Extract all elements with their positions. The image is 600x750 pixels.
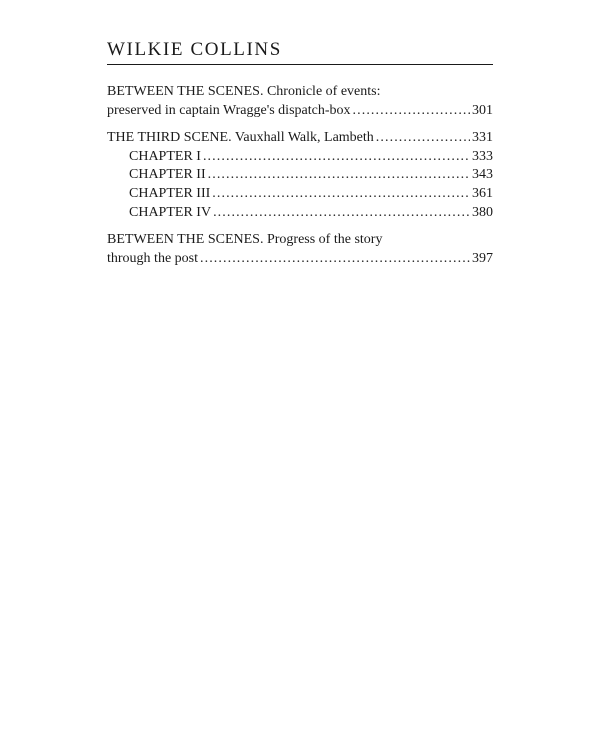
- running-head: [107, 38, 493, 65]
- toc-page-number: 397: [472, 250, 493, 266]
- toc-entry-title-line: [107, 250, 493, 269]
- toc-page-number: 301: [472, 102, 493, 118]
- toc-page-number: 333: [472, 148, 493, 164]
- toc-chapter-label: CHAPTER I: [129, 148, 201, 164]
- table-of-contents: [107, 83, 493, 277]
- dot-leader: [208, 166, 470, 185]
- running-head-author: WILKIE COLLINS: [107, 39, 282, 60]
- dot-leader: [213, 204, 470, 223]
- toc-chapter-line: [107, 185, 493, 204]
- toc-entry-title-line: [107, 83, 493, 102]
- toc-entry-third-scene: [107, 129, 493, 222]
- toc-entry-title: THE THIRD SCENE. Vauxhall Walk, Lambeth: [107, 130, 374, 146]
- toc-entry-between-scenes-progress: [107, 231, 493, 268]
- toc-entry-title-continued: through the post: [107, 250, 198, 266]
- toc-entry-title-line: [107, 102, 493, 121]
- toc-page-number: 361: [472, 185, 493, 201]
- toc-entry-title: BETWEEN THE SCENES. Progress of the story: [107, 232, 383, 248]
- toc-chapter-label: CHAPTER III: [129, 185, 211, 201]
- toc-chapter-line: [107, 148, 493, 167]
- toc-chapter-label: CHAPTER IV: [129, 204, 212, 220]
- toc-entry-title-line: [107, 129, 493, 148]
- dot-leader: [203, 148, 470, 167]
- toc-entry-between-scenes-chronicle: [107, 83, 493, 120]
- dot-leader: [353, 102, 470, 121]
- dot-leader: [212, 185, 470, 204]
- dot-leader: [200, 250, 470, 269]
- toc-chapter-label: CHAPTER II: [129, 167, 206, 183]
- toc-chapter-line: [107, 204, 493, 223]
- toc-chapter-line: [107, 166, 493, 185]
- toc-page-number: 343: [472, 167, 493, 183]
- toc-entry-title: BETWEEN THE SCENES. Chronicle of events:: [107, 84, 381, 99]
- toc-entry-title-continued: preserved in captain Wragge's dispatch-box: [107, 102, 351, 118]
- toc-page-number: 331: [472, 130, 493, 146]
- toc-page-number: 380: [472, 204, 493, 220]
- dot-leader: [376, 129, 470, 148]
- toc-entry-title-line: [107, 231, 493, 250]
